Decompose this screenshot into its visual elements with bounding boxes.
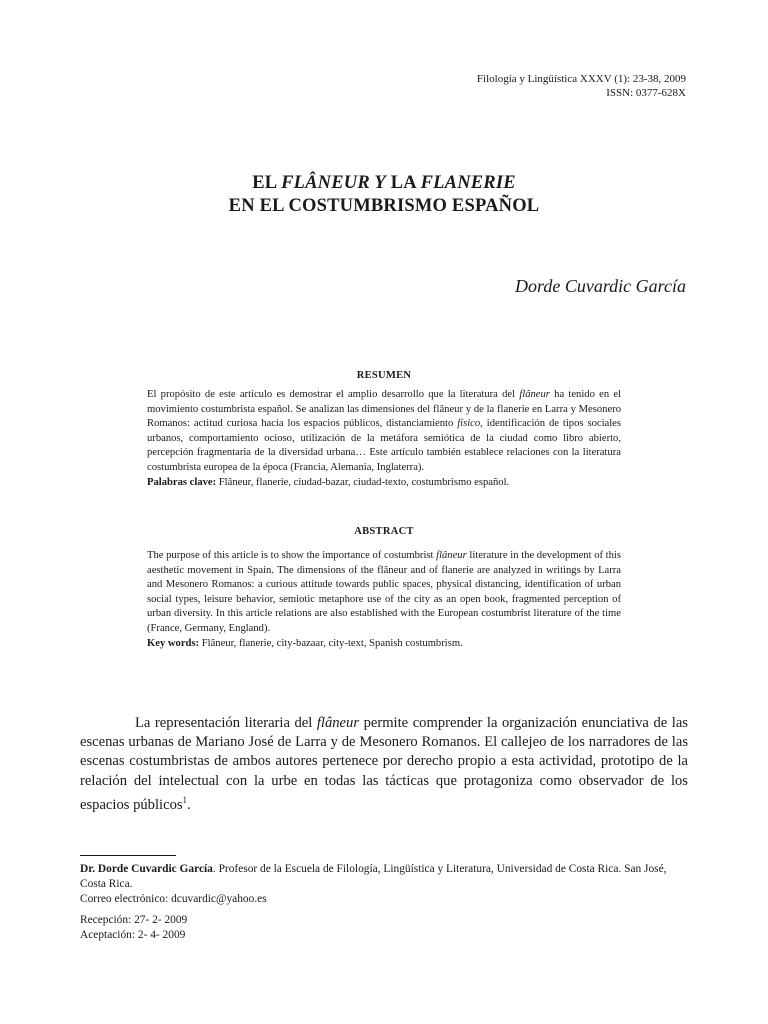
journal-citation: Filología y Lingüística XXXV (1): 23-38, 2009	[476, 73, 686, 85]
author-affiliation: Dr. Dorde Cuvardic García. Profesor de la Escuela de Filología, Lingüística y Literatura, Universidad de Costa Rica. San José, Costa Rica.	[80, 863, 667, 890]
resumen-keywords: Palabras clave: Flâneur, flanerie, ciudad-bazar, ciudad-texto, costumbrismo español.	[147, 476, 510, 488]
submission-dates	[80, 913, 688, 943]
abstract-keywords: Key words: Flâneur, flanerie, city-bazaar, city-text, Spanish costumbrism.	[147, 637, 463, 649]
footnote-divider	[80, 855, 176, 856]
abstract-heading: ABSTRACT	[354, 526, 414, 537]
author-name: Dorde Cuvardic García	[515, 276, 686, 296]
received-date: Recepción: 27- 2- 2009	[80, 914, 188, 926]
journal-header	[477, 72, 686, 100]
body-paragraph: La representación literaria del flâneur permite comprender la organización enunciativa de las escenas urbanas de Mariano José de Larra y de Mesonero Romanos. El callejeo de los narradores de las escenas costumbristas de ambos autores pertenece por derecho propio a esta actividad, prototipo de la relación del intelectual con la urbe en todas las tácticas que protagoniza como observador de los espacios públicos$^1$.	[80, 715, 688, 813]
title-line-2: EN EL COSTUMBRISMO ESPAÑOL	[228, 196, 540, 216]
abstract-text: The purpose of this article is to show the importance of costumbrist flâneur literature in the development of this aesthetic movement in Spain. The dimensions of the flâneur and of flanerie are analyzed in writings by Larra and Mesonero Romanos: a curious attitude towards public spaces, physical distancing, identification of urban social types, leisure behavior, semiotic metaphore use of the city as an open book, fragmented perception of urban diversity. In this article relations are also established with the European costumbrist literature of the time (France, Germany, England).	[147, 550, 621, 634]
author-email: Correo electrónico: dcuvardic@yahoo.es	[80, 893, 267, 905]
article-title	[0, 172, 768, 218]
accepted-date: Aceptación: 2- 4- 2009	[80, 929, 186, 941]
resumen-block	[147, 388, 621, 490]
resumen-text: El propósito de este artículo es demostrar el amplio desarrollo que la literatura del flâneur ha tenido en el movimiento costumbrista español. Se analizan las dimensiones del flâneur y de la flanerie en Larra y Mesonero Romanos: actitud curiosa hacia los espacios públicos, distanciamiento físico, identificación de tipos sociales urbanos, comportamiento ocioso, utilización de la metáfora semiótica de la ciudad como libro abierto, percepción fragmentaria de la diversidad urbana… Este artículo también establece relaciones con la literatura costumbrista europea de la época (Francia, Alemania, Inglaterra).	[147, 389, 621, 473]
title-line-1: EL FLÂNEUR Y LA FLANERIE	[252, 173, 516, 193]
author-footnote	[80, 862, 688, 907]
journal-issn: ISSN: 0377-628X	[606, 87, 686, 99]
footnote-reference: 1	[182, 794, 188, 805]
resumen-heading: RESUMEN	[356, 370, 412, 381]
abstract-block	[147, 549, 621, 651]
